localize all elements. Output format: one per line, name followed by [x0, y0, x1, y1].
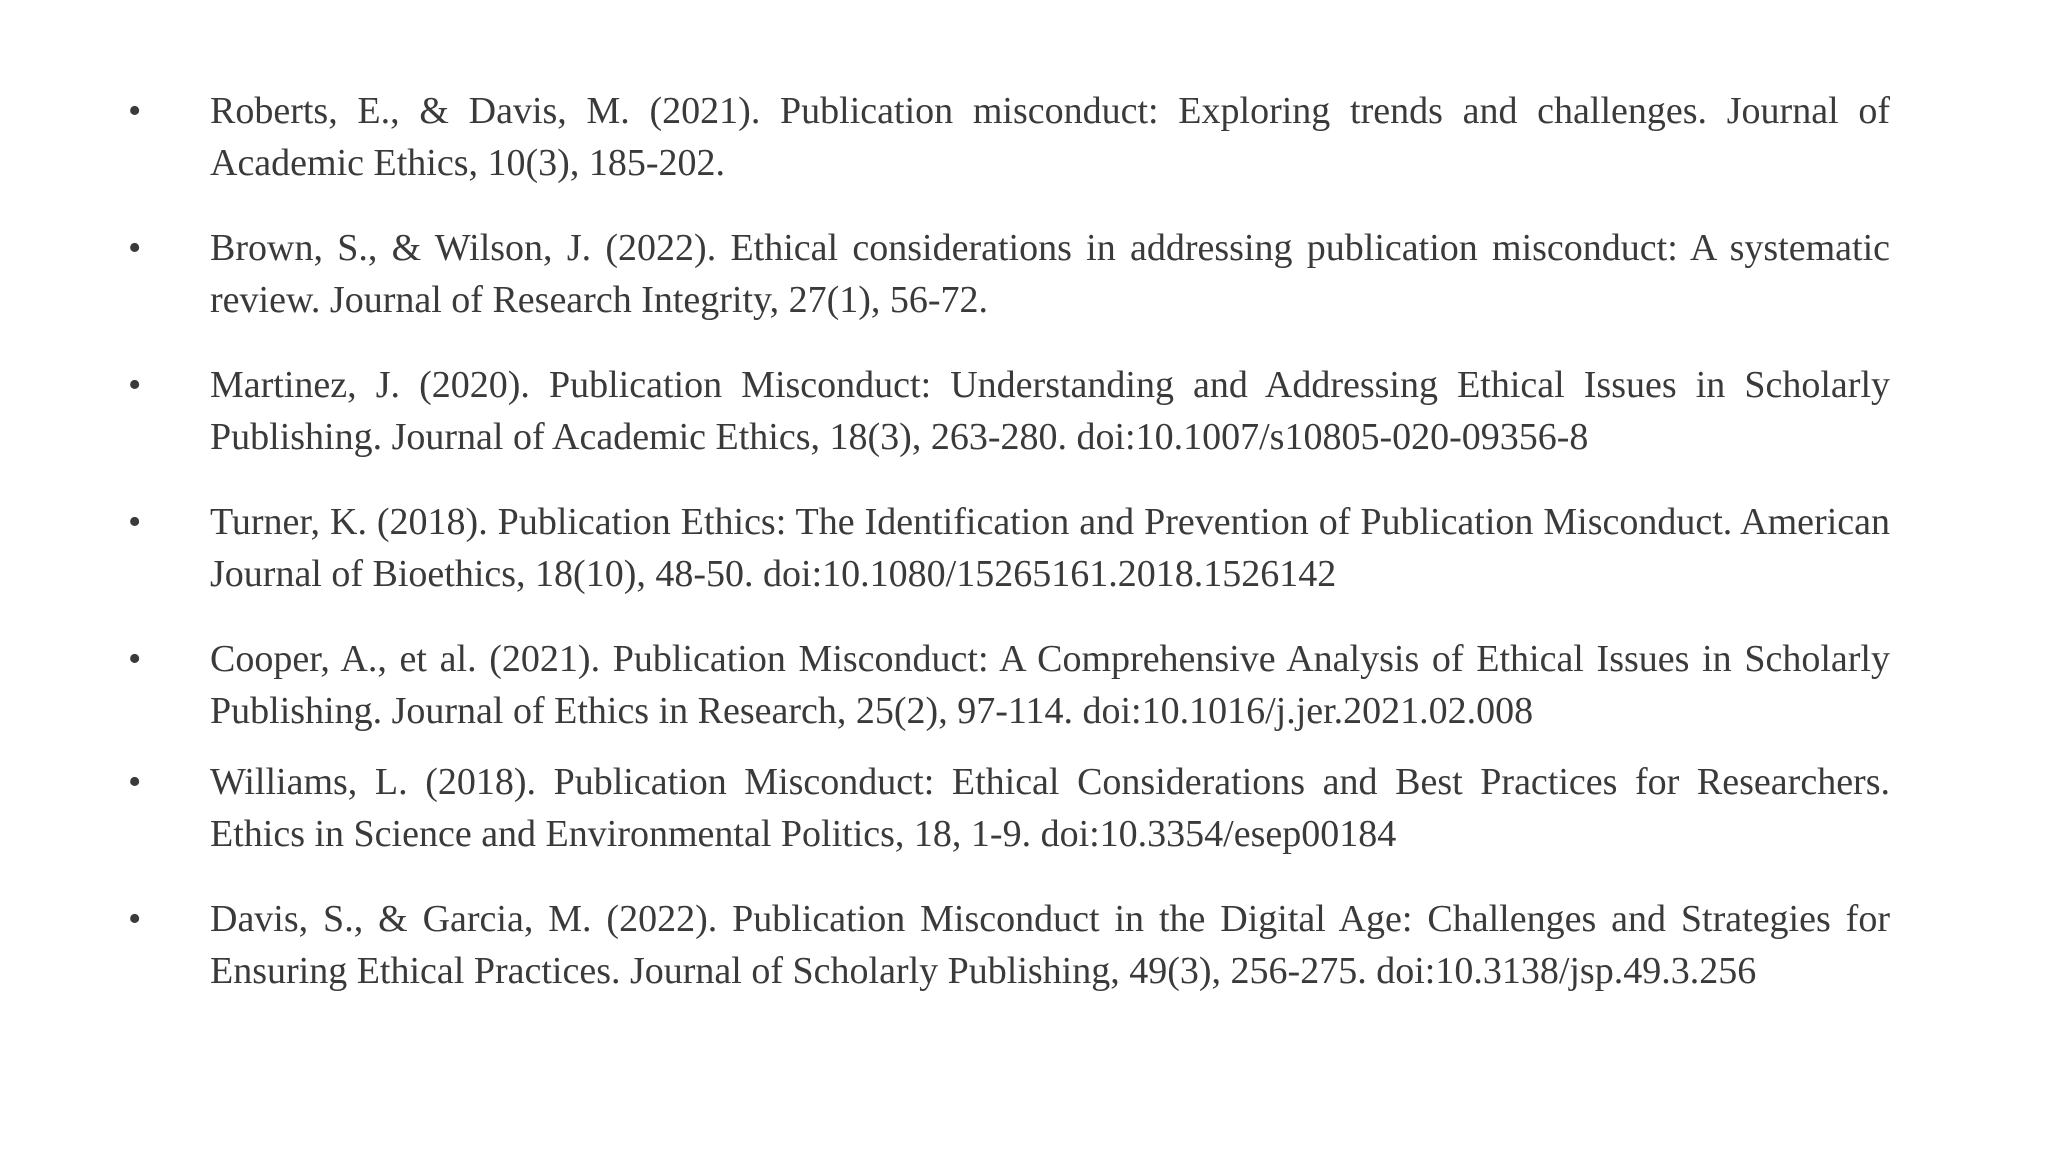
reference-text: Brown, S., & Wilson, J. (2022). Ethical considerations in addressing publication misconduct: A systematic review. Journal of Research Integrity, 27(1), 56-72.: [210, 227, 1890, 321]
reference-text: Williams, L. (2018). Publication Misconduct: Ethical Considerations and Best Practices for Researchers. Ethics in Science and Environmental Politics, 18, 1-9. doi:10.3354/esep00184: [210, 761, 1890, 855]
reference-text: Roberts, E., & Davis, M. (2021). Publication misconduct: Exploring trends and challenges. Journal of Academic Ethics, 10(3), 185-202.: [210, 90, 1890, 184]
reference-text: Martinez, J. (2020). Publication Misconduct: Understanding and Addressing Ethical Issues in Scholarly Publishing. Journal of Academic Ethics, 18(3), 263-280. doi:10.1007/s10805-020-09356-8: [210, 364, 1890, 458]
bullet-icon: •: [128, 227, 142, 269]
reference-text: Turner, K. (2018). Publication Ethics: The Identification and Prevention of Publication Misconduct. American Journal of Bioethics, 18(10), 48-50. doi:10.1080/15265161.2018.1526142: [210, 501, 1890, 595]
bullet-icon: •: [128, 90, 142, 132]
bullet-icon: •: [128, 761, 142, 803]
bullet-icon: •: [128, 638, 142, 680]
bullet-icon: •: [128, 501, 142, 543]
reference-text: Cooper, A., et al. (2021). Publication Misconduct: A Comprehensive Analysis of Ethical Issues in Scholarly Publishing. Journal of Ethics in Research, 25(2), 97-114. doi:10.1016/j.jer.2021.02.008: [210, 638, 1890, 732]
reference-text: Davis, S., & Garcia, M. (2022). Publication Misconduct in the Digital Age: Challenges and Strategies for Ensuring Ethical Practices. Journal of Scholarly Publishing, 49(3), 256-275. doi:10.3138/jsp.49.3.256: [210, 898, 1890, 992]
bullet-icon: •: [128, 898, 142, 940]
bullet-icon: •: [128, 364, 142, 406]
